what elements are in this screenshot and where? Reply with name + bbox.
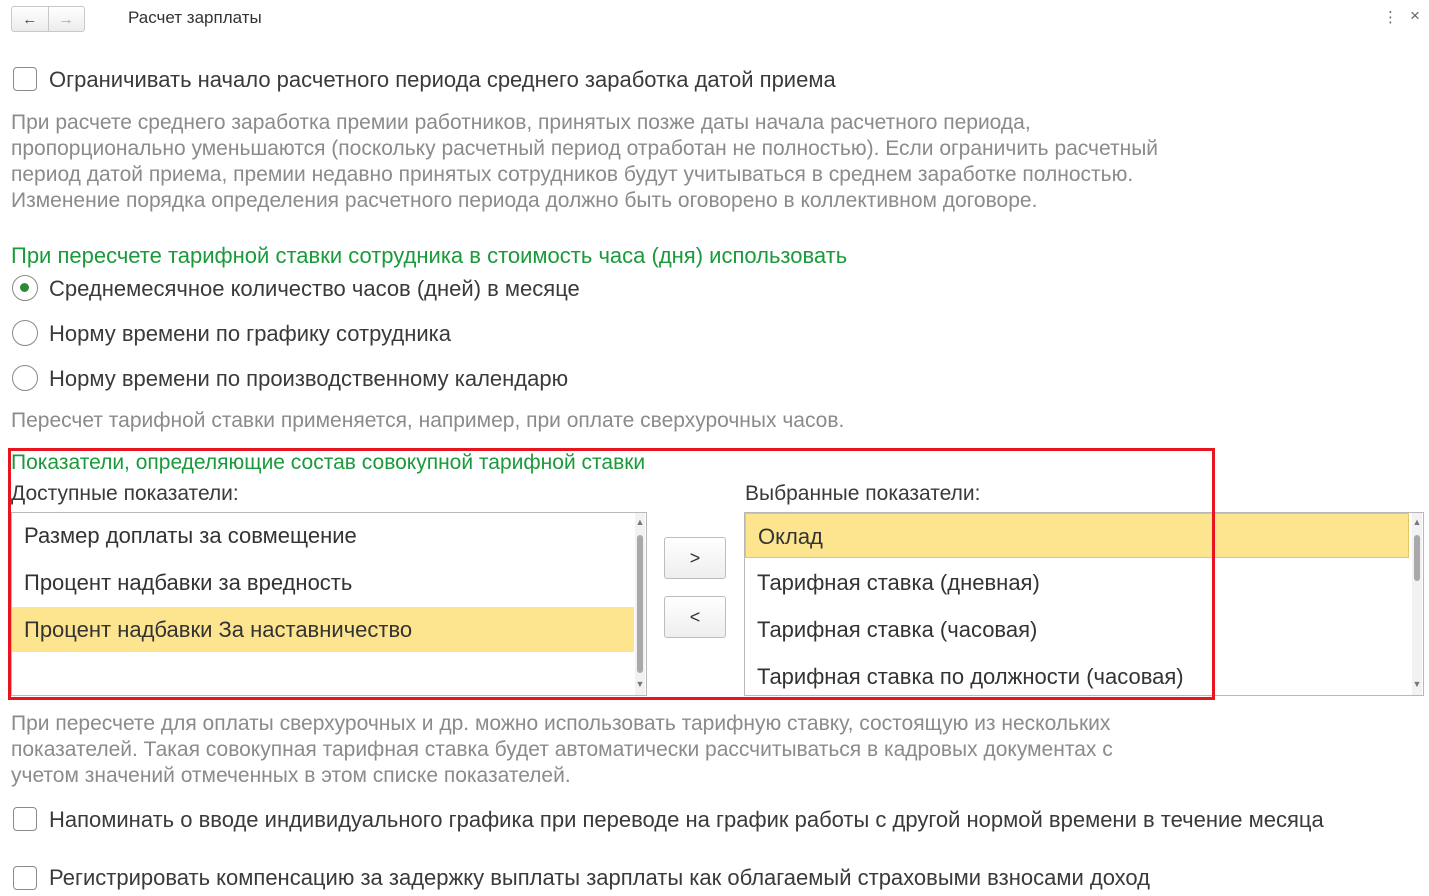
radio-label[interactable]: Среднемесячное количество часов (дней) в месяце	[49, 276, 580, 301]
radio-employee-schedule-norm[interactable]	[12, 320, 38, 346]
scroll-up-icon[interactable]: ▲	[635, 517, 645, 527]
window-title: Расчет зарплаты	[128, 8, 262, 27]
list-item[interactable]: Размер доплаты за совмещение	[24, 523, 357, 548]
limit-period-checkbox[interactable]	[13, 67, 37, 91]
register-compensation-checkbox[interactable]	[13, 866, 37, 890]
navigation-buttons	[11, 6, 85, 32]
forward-icon[interactable]: →	[48, 7, 85, 31]
note-line: показателей. Такая совокупная тарифная ставка будет автоматически рассчитываться в кадровых документах с	[11, 738, 1113, 761]
remove-indicator-button[interactable]: <	[664, 596, 726, 638]
remind-schedule-checkbox[interactable]	[13, 807, 37, 831]
register-compensation-label[interactable]: Регистрировать компенсацию за задержку выплаты зарплаты как облагаемый страховыми взносами доход	[49, 865, 1151, 890]
radio-label[interactable]: Норму времени по производственному календарю	[49, 366, 569, 391]
selected-list-scrollbar[interactable]	[1412, 513, 1422, 695]
limit-period-note	[11, 110, 1158, 214]
available-indicators-label: Доступные показатели:	[11, 482, 239, 505]
note-line: При пересчете для оплаты сверхурочных и др. можно использовать тарифную ставку, состоящую из нескольких	[11, 712, 1111, 735]
note-line: При расчете среднего заработка премии работников, принятых позже даты начала расчетного периода,	[11, 111, 1031, 134]
add-indicator-button[interactable]: >	[664, 537, 726, 579]
list-item-selected[interactable]: Процент надбавки За наставничество	[12, 607, 634, 652]
radio-label[interactable]: Норму времени по графику сотрудника	[49, 321, 451, 346]
highlight-frame	[8, 448, 1215, 700]
back-icon[interactable]: ←	[22, 10, 38, 28]
indicators-note	[11, 711, 1113, 789]
note-line: учетом значений отмеченных в этом списке показателей.	[11, 764, 571, 787]
scroll-up-icon[interactable]: ▲	[1412, 517, 1422, 527]
remind-schedule-label[interactable]: Напоминать о вводе индивидуального графика при переводе на график работы с другой нормой времени в течение месяца	[49, 807, 1324, 832]
list-item-selected[interactable]: Оклад	[745, 513, 1409, 558]
note-line: пропорционально уменьшаются (поскольку расчетный период отработан не полностью). Если ограничить расчетный	[11, 137, 1159, 160]
list-item[interactable]: Тарифная ставка по должности (часовая)	[757, 664, 1184, 689]
scrollbar-thumb[interactable]	[1414, 535, 1420, 581]
rate-conversion-note: Пересчет тарифной ставки применяется, например, при оплате сверхурочных часов.	[11, 409, 845, 432]
radio-average-monthly-hours[interactable]	[12, 275, 38, 301]
indicators-heading: Показатели, определяющие состав совокупной тарифной ставки	[11, 451, 646, 474]
scroll-down-icon[interactable]: ▼	[1412, 679, 1422, 689]
selected-indicators-label: Выбранные показатели:	[745, 482, 981, 505]
note-line: Изменение порядка определения расчетного периода должно быть оговорено в коллективном договоре.	[11, 189, 1038, 212]
list-item[interactable]: Процент надбавки за вредность	[24, 570, 353, 595]
list-item[interactable]: Тарифная ставка (часовая)	[757, 617, 1038, 642]
note-line: период датой приема, премии недавно принятых сотрудников будут учитываться в среднем заработке полностью.	[11, 163, 1134, 186]
list-item[interactable]: Тарифная ставка (дневная)	[757, 570, 1040, 595]
more-icon[interactable]: ⋮	[1383, 9, 1398, 26]
limit-period-label[interactable]: Ограничивать начало расчетного периода среднего заработка датой приема	[49, 67, 836, 92]
close-icon[interactable]: ×	[1410, 6, 1420, 25]
rate-conversion-heading: При пересчете тарифной ставки сотрудника в стоимость часа (дня) использовать	[11, 243, 848, 268]
radio-production-calendar-norm[interactable]	[12, 365, 38, 391]
scroll-down-icon[interactable]: ▼	[635, 679, 645, 689]
